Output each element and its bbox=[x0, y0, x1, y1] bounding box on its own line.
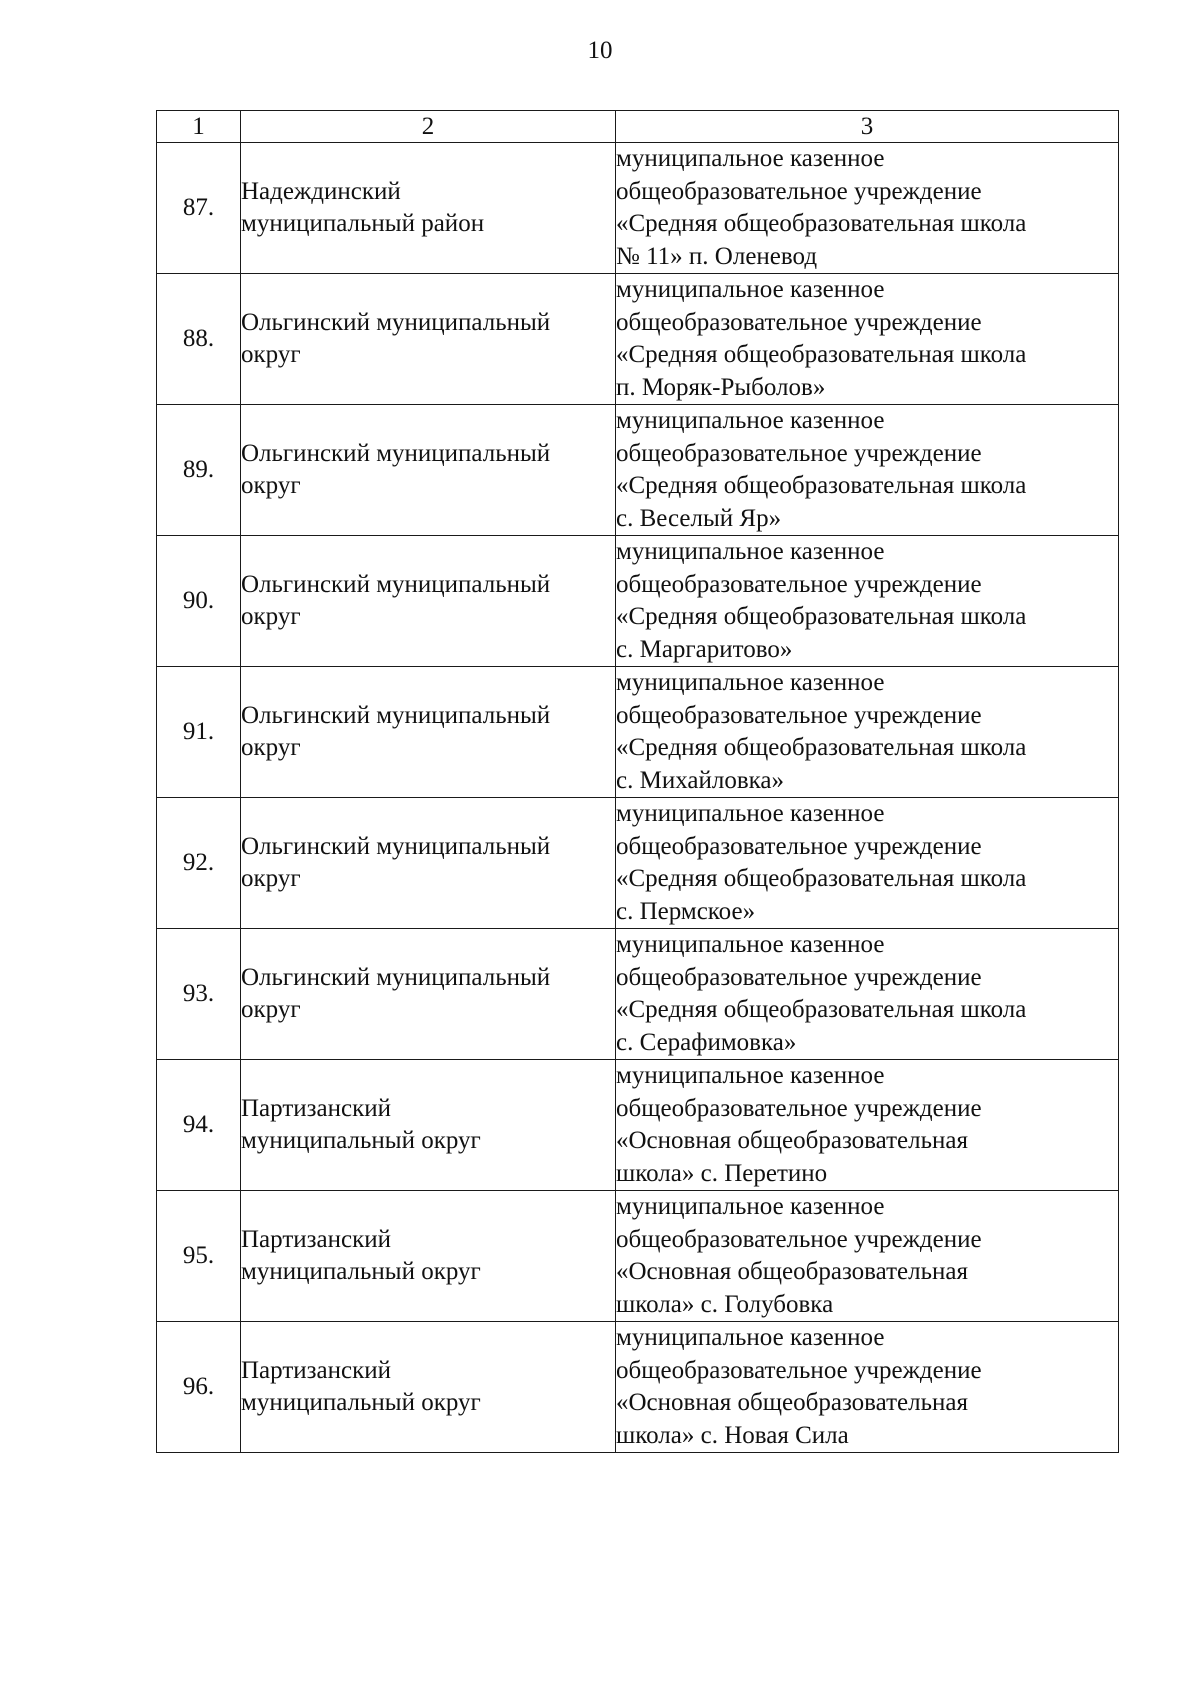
row-number: 96. bbox=[157, 1322, 241, 1453]
institution-line: «Средняя общеобразовательная школа bbox=[616, 865, 1027, 892]
municipality-line: муниципальный округ bbox=[241, 1258, 481, 1285]
table-body bbox=[157, 143, 1119, 1453]
institution-line: муниципальное казенное bbox=[616, 276, 885, 303]
table-header bbox=[157, 111, 1119, 143]
institution-line: с. Веселый Яр» bbox=[616, 504, 782, 532]
institution-cell bbox=[616, 274, 1119, 405]
institution-line: общеобразовательное учреждение bbox=[616, 308, 982, 336]
institution-cell bbox=[616, 1060, 1119, 1191]
institution-line: школа» с. Голубовка bbox=[616, 1290, 834, 1318]
municipality-line: округ bbox=[241, 734, 301, 761]
row-number: 95. bbox=[157, 1191, 241, 1322]
municipality-cell bbox=[241, 536, 616, 667]
municipality-line: Ольгинский муниципальный bbox=[241, 439, 551, 467]
institution-line: школа» с. Перетино bbox=[616, 1159, 828, 1187]
institution-cell bbox=[616, 536, 1119, 667]
header-col-1: 1 bbox=[157, 111, 241, 143]
institution-line: общеобразовательное учреждение bbox=[616, 1225, 982, 1253]
header-row bbox=[157, 111, 1119, 143]
institution-line: «Средняя общеобразовательная школа bbox=[616, 341, 1027, 368]
table-row bbox=[157, 143, 1119, 274]
institution-line: общеобразовательное учреждение bbox=[616, 963, 982, 991]
institution-line: «Основная общеобразовательная bbox=[616, 1258, 968, 1285]
institution-cell bbox=[616, 143, 1119, 274]
row-number: 94. bbox=[157, 1060, 241, 1191]
municipality-line: муниципальный округ bbox=[241, 1389, 481, 1416]
institution-line: муниципальное казенное bbox=[616, 1193, 885, 1220]
institution-line: «Средняя общеобразовательная школа bbox=[616, 734, 1027, 761]
institution-line: общеобразовательное учреждение bbox=[616, 832, 982, 860]
municipality-line: муниципальный округ bbox=[241, 1127, 481, 1154]
institution-line: муниципальное казенное bbox=[616, 538, 885, 565]
institution-line: муниципальное казенное bbox=[616, 1324, 885, 1351]
institution-line: с. Серафимовка» bbox=[616, 1028, 797, 1056]
institution-line: № 11» п. Оленевод bbox=[616, 242, 818, 270]
municipality-line: Ольгинский муниципальный bbox=[241, 963, 551, 991]
institution-line: муниципальное казенное bbox=[616, 800, 885, 827]
row-number: 89. bbox=[157, 405, 241, 536]
municipality-line: Ольгинский муниципальный bbox=[241, 570, 551, 598]
institution-line: общеобразовательное учреждение bbox=[616, 177, 982, 205]
institution-line: п. Моряк-Рыболов» bbox=[616, 373, 826, 401]
table-row bbox=[157, 1060, 1119, 1191]
row-number: 90. bbox=[157, 536, 241, 667]
institution-cell bbox=[616, 1191, 1119, 1322]
municipality-cell bbox=[241, 405, 616, 536]
row-number: 87. bbox=[157, 143, 241, 274]
institution-line: «Средняя общеобразовательная школа bbox=[616, 472, 1027, 499]
institution-line: с. Маргаритово» bbox=[616, 635, 793, 663]
municipality-line: Ольгинский муниципальный bbox=[241, 308, 551, 336]
table-row bbox=[157, 667, 1119, 798]
table-row bbox=[157, 1191, 1119, 1322]
municipality-line: Надеждинский bbox=[241, 177, 401, 205]
row-number: 92. bbox=[157, 798, 241, 929]
institution-line: общеобразовательное учреждение bbox=[616, 1094, 982, 1122]
institution-line: общеобразовательное учреждение bbox=[616, 439, 982, 467]
table-row bbox=[157, 929, 1119, 1060]
municipality-cell bbox=[241, 798, 616, 929]
institution-cell bbox=[616, 405, 1119, 536]
institution-line: общеобразовательное учреждение bbox=[616, 570, 982, 598]
table-row bbox=[157, 274, 1119, 405]
institution-line: «Основная общеобразовательная bbox=[616, 1389, 968, 1416]
municipality-line: Ольгинский муниципальный bbox=[241, 701, 551, 729]
institution-line: с. Пермское» bbox=[616, 897, 756, 925]
institution-cell bbox=[616, 667, 1119, 798]
institution-line: «Основная общеобразовательная bbox=[616, 1127, 968, 1154]
municipality-line: Партизанский bbox=[241, 1094, 391, 1122]
institution-line: муниципальное казенное bbox=[616, 1062, 885, 1089]
institution-line: общеобразовательное учреждение bbox=[616, 1356, 982, 1384]
municipality-cell bbox=[241, 274, 616, 405]
schools-table bbox=[156, 110, 1119, 1453]
municipality-cell bbox=[241, 1322, 616, 1453]
institution-cell bbox=[616, 929, 1119, 1060]
institution-cell bbox=[616, 1322, 1119, 1453]
municipality-cell bbox=[241, 929, 616, 1060]
institution-line: общеобразовательное учреждение bbox=[616, 701, 982, 729]
row-number: 91. bbox=[157, 667, 241, 798]
municipality-line: округ bbox=[241, 603, 301, 630]
institution-line: муниципальное казенное bbox=[616, 407, 885, 434]
municipality-line: Партизанский bbox=[241, 1356, 391, 1384]
row-number: 88. bbox=[157, 274, 241, 405]
row-number: 93. bbox=[157, 929, 241, 1060]
institution-cell bbox=[616, 798, 1119, 929]
institution-line: «Средняя общеобразовательная школа bbox=[616, 210, 1027, 237]
page-number: 10 bbox=[587, 37, 613, 64]
municipality-line: Партизанский bbox=[241, 1225, 391, 1253]
table-row bbox=[157, 405, 1119, 536]
institution-line: муниципальное казенное bbox=[616, 669, 885, 696]
municipality-line: округ bbox=[241, 341, 301, 368]
municipality-line: муниципальный район bbox=[241, 210, 485, 237]
institution-line: «Средняя общеобразовательная школа bbox=[616, 603, 1027, 630]
table-row bbox=[157, 798, 1119, 929]
municipality-cell bbox=[241, 143, 616, 274]
table-row bbox=[157, 1322, 1119, 1453]
municipality-line: округ bbox=[241, 996, 301, 1023]
municipality-line: округ bbox=[241, 472, 301, 499]
institution-line: муниципальное казенное bbox=[616, 145, 885, 172]
header-col-3: 3 bbox=[616, 111, 1119, 143]
municipality-cell bbox=[241, 667, 616, 798]
institution-line: «Средняя общеобразовательная школа bbox=[616, 996, 1027, 1023]
municipality-line: Ольгинский муниципальный bbox=[241, 832, 551, 860]
header-col-2: 2 bbox=[241, 111, 616, 143]
institution-line: школа» с. Новая Сила bbox=[616, 1421, 849, 1449]
institution-line: муниципальное казенное bbox=[616, 931, 885, 958]
municipality-cell bbox=[241, 1191, 616, 1322]
municipality-cell bbox=[241, 1060, 616, 1191]
institution-line: с. Михайловка» bbox=[616, 766, 784, 794]
municipality-line: округ bbox=[241, 865, 301, 892]
table-row bbox=[157, 536, 1119, 667]
